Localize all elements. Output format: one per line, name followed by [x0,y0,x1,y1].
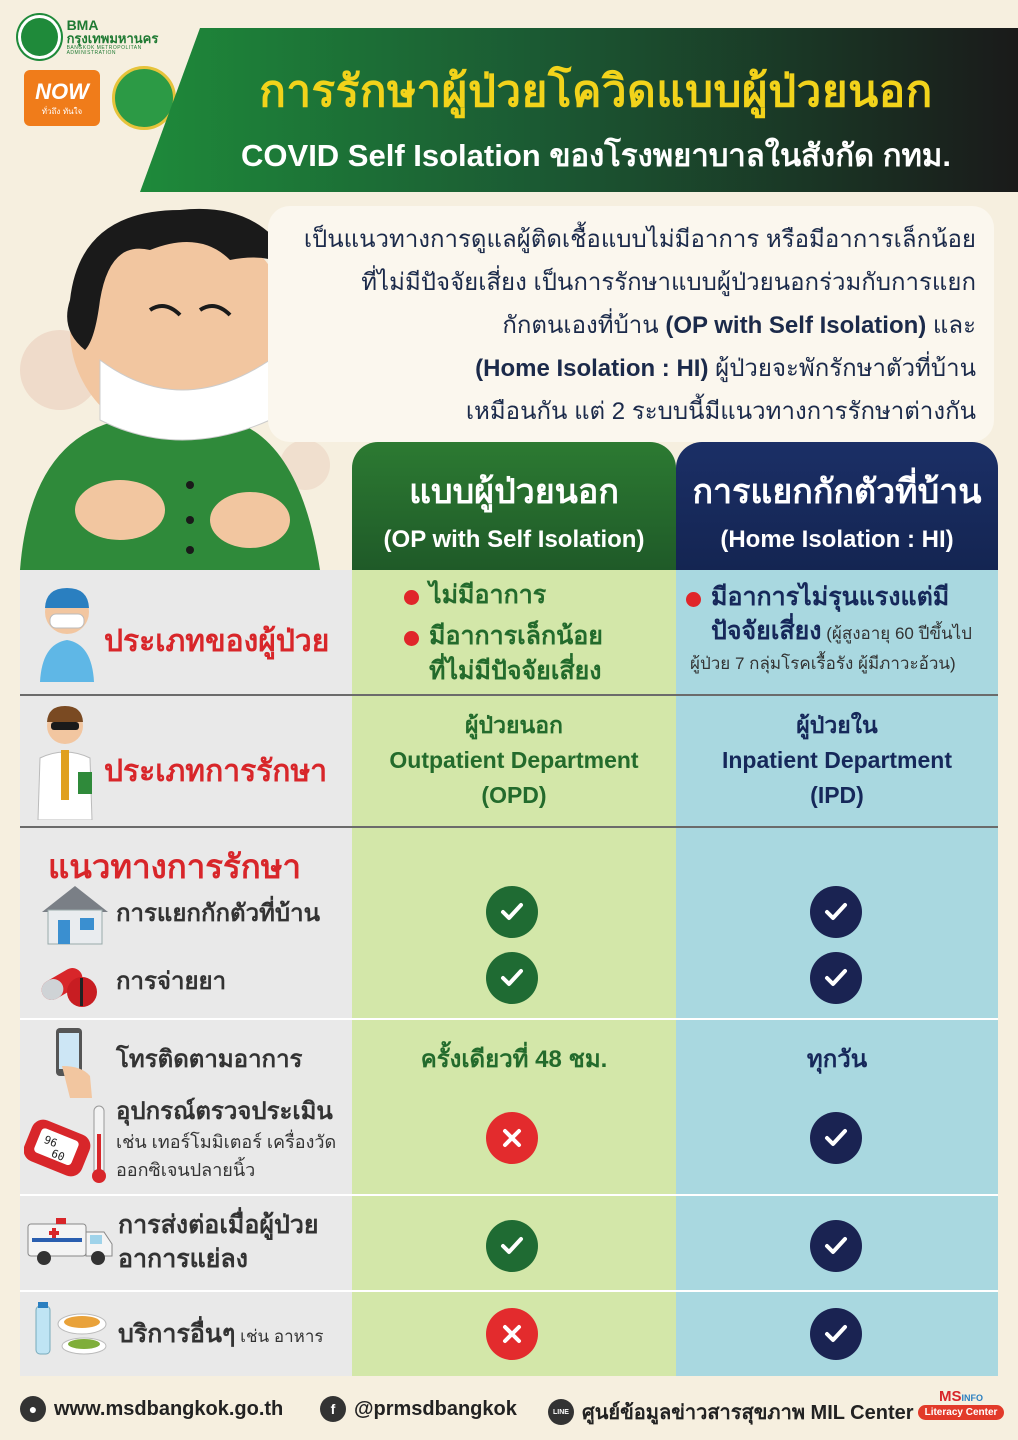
treatment-text: ผู้ป่วยนอก [465,712,563,738]
footer-website-text: www.msdbangkok.go.th [54,1397,284,1420]
house-icon [40,884,110,946]
treatment-text: ผู้ป่วยใน [796,712,878,738]
intro-text-span: กักตนเองที่บ้าน [502,312,666,339]
other-services-note: เช่น อาหาร [235,1327,324,1346]
intro-bold-span: (OP with Self Isolation) [665,312,927,339]
intro-text-span: ผู้ป่วยจะพักรักษาตัวที่บ้าน [708,355,976,382]
bma-emblem-icon [18,15,61,59]
op-phone-follow-cell: ครั้งเดียวที่ 48 ชม. [420,1046,608,1073]
doctor-icon [34,702,96,820]
column-header-hi [676,442,998,570]
food-icon [32,1302,110,1358]
list-item-text-line: ที่ไม่มีปัจจัยเสี่ยง [429,657,602,685]
bullet-dot-icon [404,631,419,646]
device-label: อุปกรณ์ตรวจประเมิน [116,1098,333,1125]
column-subtitle-op: (OP with Self Isolation) [383,526,645,553]
cross-icon [486,1308,538,1360]
other-services-label [118,1318,324,1353]
list-item-text-line: มีอาการเล็กน้อย [429,622,603,650]
ambulance-icon [26,1216,114,1266]
msinfo-logo-info: INFO [961,1393,983,1403]
check-icon [810,1112,862,1164]
list-item-text [711,580,972,651]
intro-line [300,347,976,390]
check-icon [810,1220,862,1272]
intro-bold-span: (Home Isolation : HI) [475,355,709,382]
hi-treatment-type-cell [676,708,998,813]
op-patient-type-cell [404,578,644,689]
facebook-icon: f [320,1396,346,1422]
footer-facebook[interactable] [320,1396,517,1422]
list-item-text [429,619,603,689]
globe-icon: ● [20,1396,46,1422]
check-icon [486,1220,538,1272]
footer-website[interactable] [20,1396,283,1422]
list-item-note: (ผู้สูงอายุ 60 ปีขึ้นไป [821,624,972,643]
referral-label-line: อาการแย่ลง [118,1245,248,1273]
row-label-guidelines: แนวทางการรักษา [48,848,301,885]
row-divider [20,694,998,696]
list-item [404,578,644,613]
row-divider [20,1194,998,1196]
device-note-line: ออกซิเจนปลายนิ้ว [116,1160,256,1180]
list-item-text: ไม่มีอาการ [429,581,547,609]
intro-line: เป็นแนวทางการดูแลผู้ติดเชื้อแบบไม่มีอาการ หรือมีอาการเล็กน้อย [303,226,976,253]
row-label-treatment-type: ประเภทการรักษา [104,755,328,788]
footer [0,1386,1018,1440]
intro-text-span: และ [926,312,976,339]
now-logo-text: NOW [35,78,89,104]
check-icon [810,1308,862,1360]
intro-line: ที่ไม่มีปัจจัยเสี่ยง เป็นการรักษาแบบผู้ป่วยนอกร่วมกับการแยก [361,269,976,296]
now-logo-sub: ทั่วถึง ทันใจ [41,106,83,116]
list-item [404,619,644,689]
footer-facebook-text: @prmsdbangkok [354,1397,517,1420]
bullet-dot-icon [404,590,419,605]
op-treatment-type-cell [352,708,676,813]
treatment-text: Inpatient Department [721,747,953,773]
list-item-text-line: มีอาการไม่รุนแรงแต่มี [711,583,950,611]
medication-label: การจ่ายยา [116,968,227,995]
phone-follow-label: โทรติดตามอาการ [116,1046,303,1073]
page-title: การรักษาผู้ป่วยโควิดแบบผู้ป่วยนอก [259,67,933,116]
msinfo-logo-ms: MS [939,1388,962,1405]
pill-icon [38,958,100,1008]
column-subtitle-hi: (Home Isolation : HI) [720,526,954,553]
oximeter-reading-top: 96 [41,1133,60,1151]
oximeter-icon [24,1104,110,1184]
line-icon: LINE [548,1399,574,1425]
cross-icon [486,1112,538,1164]
referral-label-line: การส่งต่อเมื่อผู้ป่วย [118,1211,319,1239]
treatment-text: (IPD) [810,782,864,808]
oximeter-reading-bottom: 60 [49,1146,67,1164]
intro-line [300,304,976,347]
list-item [686,580,994,651]
column-title-op: แบบผู้ป่วยนอก [409,473,619,511]
home-isolation-label: การแยกกักตัวที่บ้าน [116,900,321,927]
bma-logo-thai: กรุงเทพมหานคร [66,31,159,47]
list-item-note: ผู้ป่วย 7 กลุ่มโรคเรื้อรัง ผู้มีภาวะอ้วน) [690,654,956,673]
row-divider [20,826,998,828]
intro-line: เหมือนกัน แต่ 2 ระบบนี้มีแนวทางการรักษาต่างกัน [465,398,976,425]
hi-phone-follow-cell: ทุกวัน [806,1046,868,1073]
treatment-text: (OPD) [481,782,547,808]
device-note-line: เช่น เทอร์โมมิเตอร์ เครื่องวัด [116,1132,337,1152]
row-label-patient-type: ประเภทของผู้ป่วย [104,625,330,658]
phone-icon [52,1026,96,1098]
check-icon [810,952,862,1004]
referral-label [118,1208,319,1276]
bma-logo-english: BANGKOK METROPOLITAN ADMINISTRATION [66,44,142,57]
msinfo-logo [918,1388,1004,1434]
intro-text [300,218,976,433]
check-icon [810,886,862,938]
device-note [116,1128,336,1184]
bullet-dot-icon [686,592,701,607]
patient-icon [36,582,98,682]
footer-line[interactable] [548,1396,914,1428]
row-divider [20,1018,998,1020]
column-header-op [352,442,676,570]
other-services-text: บริการอื่นๆ [118,1320,236,1348]
list-item-text-line: ปัจจัยเสี่ยง [711,617,822,645]
page-subtitle: COVID Self Isolation ของโรงพยาบาลในสังกัด กทม. [241,138,951,173]
msinfo-logo-bottom: Literacy Center [918,1405,1004,1420]
hi-patient-type-cell [686,580,994,677]
now-logo [24,70,100,126]
check-icon [486,952,538,1004]
column-title-hi: การแยกกักตัวที่บ้าน [692,473,982,511]
footer-line-text: ศูนย์ข้อมูลข่าวสารสุขภาพ MIL Center [582,1402,914,1424]
bma-logo-text: BMA [66,16,99,33]
treatment-text: Outpatient Department [389,747,639,773]
check-icon [486,886,538,938]
bma-logo [18,14,188,60]
row-divider [20,1290,998,1292]
msinfo-logo-top [918,1388,1004,1405]
